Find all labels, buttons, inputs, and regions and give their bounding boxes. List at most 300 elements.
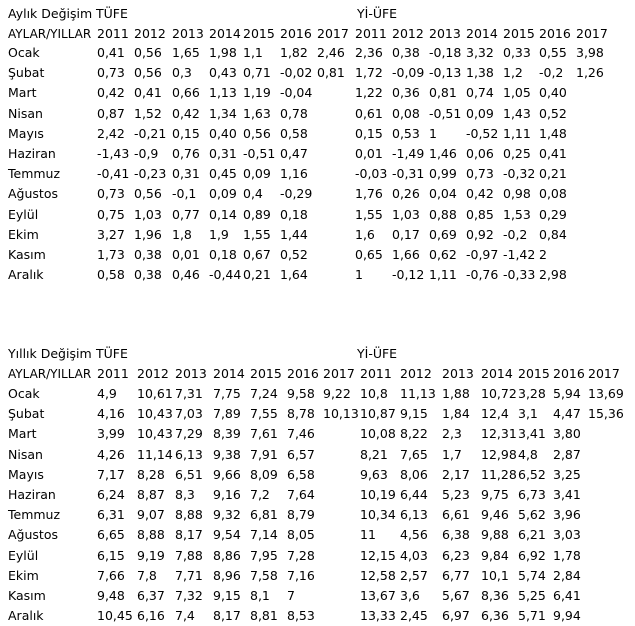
month-label: Mayıs [8, 125, 44, 141]
tufe-value-cell: -0,29 [280, 186, 313, 202]
yiufe-value-cell: 0,53 [392, 125, 420, 141]
tufe-value-cell: 1,9 [209, 226, 229, 242]
tufe-value-cell: 1,13 [209, 85, 237, 101]
yiufe-value-cell: 10,1 [481, 567, 509, 583]
tufe-value-cell: 7,28 [287, 547, 315, 563]
month-label: Şubat [8, 406, 45, 422]
tufe-value-cell: 0,73 [97, 186, 125, 202]
tufe-value-cell: 8,53 [287, 608, 315, 624]
yiufe-value-cell: 6,77 [442, 567, 470, 583]
tufe-value-cell: 0,42 [97, 85, 125, 101]
yiufe-value-cell: 1,11 [503, 125, 531, 141]
tufe-value-cell: 7,31 [175, 386, 203, 401]
yiufe-value-cell: 3,32 [466, 45, 494, 60]
tufe-value-cell: 0,71 [243, 65, 271, 81]
tufe-value-cell: 8,17 [213, 608, 241, 624]
tufe-value-cell: 0,09 [243, 166, 271, 182]
yiufe-value-cell: 0,85 [466, 206, 494, 222]
month-label: Aralık [8, 608, 44, 624]
yiufe-value-cell: 1,48 [539, 125, 567, 141]
tufe-value-cell: 10,61 [137, 386, 173, 401]
yiufe-year-header: 2017 [576, 26, 608, 41]
yiufe-value-cell: 13,69 [588, 386, 624, 401]
tufe-value-cell: 9,66 [213, 466, 241, 482]
yiufe-value-cell: 0,88 [429, 206, 457, 222]
yiufe-year-header: 2012 [392, 26, 424, 41]
yiufe-value-cell: 11 [360, 527, 376, 543]
month-label: Mayıs [8, 466, 44, 482]
tufe-value-cell: 6,81 [250, 507, 278, 523]
tufe-value-cell: 7,61 [250, 426, 278, 442]
tufe-value-cell: 1,44 [280, 226, 308, 242]
yiufe-value-cell: 6,52 [518, 466, 546, 482]
yiufe-value-cell: 0,08 [392, 105, 420, 121]
table-row [0, 445, 635, 465]
tufe-value-cell: 0,38 [134, 267, 162, 283]
tufe-value-cell: 7,91 [250, 446, 278, 462]
yiufe-value-cell: 11,13 [400, 386, 436, 401]
tufe-value-cell: 0,18 [209, 247, 237, 262]
table-row [0, 144, 635, 164]
month-label: Eylül [8, 547, 39, 563]
tufe-year-header: 2014 [209, 26, 241, 41]
table-row [0, 63, 635, 83]
row-header-label: AYLAR/YILLAR [8, 367, 92, 381]
tufe-value-cell: 0,67 [243, 247, 271, 262]
month-label: Aralık [8, 267, 44, 283]
table-row [0, 43, 635, 63]
tufe-value-cell: 7,55 [250, 406, 278, 422]
month-label: Eylül [8, 206, 39, 222]
tufe-value-cell: 0,31 [172, 166, 200, 182]
tufe-value-cell: 6,13 [175, 446, 203, 462]
tufe-value-cell: 8,88 [137, 527, 165, 543]
yiufe-value-cell: 1,76 [355, 186, 383, 202]
yiufe-value-cell: 9,63 [360, 466, 388, 482]
month-label: Ağustos [8, 527, 58, 543]
tufe-value-cell: 8,28 [137, 466, 165, 482]
yiufe-value-cell: 4,03 [400, 547, 428, 563]
yiufe-value-cell: 0,36 [392, 85, 420, 101]
yiufe-value-cell: 8,21 [360, 446, 388, 462]
yiufe-value-cell: 1,05 [503, 85, 531, 101]
yiufe-value-cell: 12,58 [360, 567, 396, 583]
yiufe-value-cell: 0,01 [355, 146, 383, 161]
yiufe-value-cell: 11,28 [481, 466, 517, 482]
tufe-year-header: 2011 [97, 26, 129, 41]
tufe-value-cell: 4,9 [97, 386, 117, 401]
tufe-value-cell: 0,77 [172, 206, 200, 222]
tufe-value-cell: 9,54 [213, 527, 241, 543]
yiufe-value-cell: 1,53 [503, 206, 531, 222]
yiufe-value-cell: -0,12 [392, 267, 425, 283]
tufe-section-label: TÜFE [96, 6, 128, 21]
yiufe-value-cell: 10,8 [360, 386, 388, 401]
yiufe-value-cell: 8,22 [400, 426, 428, 442]
month-label: Ekim [8, 567, 39, 583]
tufe-value-cell: 9,07 [137, 507, 165, 523]
tufe-value-cell: -0,9 [134, 146, 159, 161]
yiufe-value-cell: 2 [539, 247, 547, 262]
tufe-value-cell: 8,88 [175, 507, 203, 523]
yiufe-value-cell: 6,97 [442, 608, 470, 624]
monthly-change-table [0, 0, 635, 290]
tufe-value-cell: 7,89 [213, 406, 241, 422]
tufe-value-cell: 9,16 [213, 487, 241, 502]
yiufe-value-cell: 6,92 [518, 547, 546, 563]
yiufe-value-cell: -0,32 [503, 166, 536, 182]
yiufe-value-cell: 10,19 [360, 487, 396, 502]
table-title: Yıllık Değişim [8, 346, 92, 361]
yiufe-value-cell: 12,15 [360, 547, 396, 563]
tufe-value-cell: 0,47 [280, 146, 308, 161]
tufe-value-cell: 0,52 [280, 247, 308, 262]
yiufe-value-cell: -0,2 [539, 65, 564, 81]
table-row [0, 205, 635, 225]
yiufe-value-cell: 5,67 [442, 588, 470, 603]
yiufe-value-cell: 0,33 [503, 45, 531, 60]
tufe-value-cell: 7,16 [287, 567, 315, 583]
yiufe-value-cell: 0,98 [503, 186, 531, 202]
yiufe-value-cell: 5,25 [518, 588, 546, 603]
yiufe-value-cell: 1,26 [576, 65, 604, 81]
yiufe-value-cell: 0,26 [392, 186, 420, 202]
tufe-value-cell: 8,1 [250, 588, 270, 603]
yiufe-value-cell: 0,74 [466, 85, 494, 101]
tufe-value-cell: 8,86 [213, 547, 241, 563]
yiufe-value-cell: 1,55 [355, 206, 383, 222]
tufe-value-cell: 6,37 [137, 588, 165, 603]
yiufe-year-header: 2015 [518, 366, 550, 381]
tufe-value-cell: 0,66 [172, 85, 200, 101]
yiufe-value-cell: 0,42 [466, 186, 494, 202]
table-row [0, 384, 635, 404]
table-row [0, 465, 635, 485]
tufe-value-cell: 9,32 [213, 507, 241, 523]
tufe-value-cell: 7 [287, 588, 295, 603]
tufe-value-cell: 7,46 [287, 426, 315, 442]
tufe-value-cell: 1,63 [243, 105, 271, 121]
yiufe-value-cell: 6,44 [400, 487, 428, 502]
yiufe-value-cell: -0,52 [466, 125, 499, 141]
yiufe-value-cell: 2,17 [442, 466, 470, 482]
tufe-value-cell: 0,56 [134, 45, 162, 60]
tufe-value-cell: 1,55 [243, 226, 271, 242]
yiufe-value-cell: 0,81 [429, 85, 457, 101]
yiufe-value-cell: -0,09 [392, 65, 425, 81]
yiufe-value-cell: 0,62 [429, 247, 457, 262]
tufe-value-cell: 0,73 [97, 65, 125, 81]
yiufe-value-cell: 1 [355, 267, 363, 283]
table-row [0, 606, 635, 626]
yiufe-value-cell: 2,36 [355, 45, 383, 60]
tufe-value-cell: 0,09 [209, 186, 237, 202]
tufe-value-cell: 9,19 [137, 547, 165, 563]
yiufe-value-cell: 5,74 [518, 567, 546, 583]
yiufe-value-cell: 1,88 [442, 386, 470, 401]
yiufe-value-cell: 4,56 [400, 527, 428, 543]
tufe-value-cell: 0,76 [172, 146, 200, 161]
yiufe-year-header: 2014 [466, 26, 498, 41]
table-title-row [0, 4, 635, 24]
yiufe-value-cell: 3,41 [518, 426, 546, 442]
tufe-value-cell: 0,40 [209, 125, 237, 141]
yiufe-value-cell: 0,99 [429, 166, 457, 182]
yiufe-value-cell: 15,36 [588, 406, 624, 422]
yiufe-value-cell: -0,97 [466, 247, 499, 262]
yiufe-value-cell: 3,96 [553, 507, 581, 523]
row-header-label: AYLAR/YILLAR [8, 27, 92, 41]
tufe-value-cell: 1,34 [209, 105, 237, 121]
yiufe-value-cell: 6,23 [442, 547, 470, 563]
tufe-value-cell: 8,79 [287, 507, 315, 523]
tufe-value-cell: 0,87 [97, 105, 125, 121]
yiufe-value-cell: 1,11 [429, 267, 457, 283]
table-row [0, 83, 635, 103]
yiufe-value-cell: -0,76 [466, 267, 499, 283]
tufe-value-cell: -0,23 [134, 166, 167, 182]
yiufe-value-cell: 0,15 [355, 125, 383, 141]
yiufe-value-cell: 5,62 [518, 507, 546, 523]
yiufe-value-cell: 10,34 [360, 507, 396, 523]
tufe-year-header: 2016 [280, 26, 312, 41]
yiufe-value-cell: 6,13 [400, 507, 428, 523]
tufe-value-cell: 1,82 [280, 45, 308, 60]
tufe-value-cell: 6,31 [97, 507, 125, 523]
tufe-value-cell: 7,71 [175, 567, 203, 583]
yiufe-value-cell: -1,49 [392, 146, 425, 161]
table-row [0, 124, 635, 144]
tufe-value-cell: 8,3 [175, 487, 195, 502]
tufe-year-header: 2017 [323, 366, 355, 381]
yiufe-value-cell: -0,13 [429, 65, 462, 81]
tufe-value-cell: 0,78 [280, 105, 308, 121]
yiufe-value-cell: 0,04 [429, 186, 457, 202]
table-row [0, 424, 635, 444]
yiufe-value-cell: 2,3 [442, 426, 462, 442]
tufe-year-header: 2013 [175, 366, 207, 381]
tufe-value-cell: -0,41 [97, 166, 130, 182]
tufe-value-cell: 7,32 [175, 588, 203, 603]
yiufe-value-cell: 9,75 [481, 487, 509, 502]
yiufe-value-cell: 7,65 [400, 446, 428, 462]
yiufe-value-cell: 9,94 [553, 608, 581, 624]
yiufe-value-cell: -0,33 [503, 267, 536, 283]
yiufe-value-cell: 1,6 [355, 226, 375, 242]
tufe-value-cell: 0,56 [134, 186, 162, 202]
table-row [0, 525, 635, 545]
yiufe-value-cell: -0,18 [429, 45, 462, 60]
yiufe-year-header: 2011 [355, 26, 387, 41]
month-label: Kasım [8, 247, 46, 262]
yiufe-value-cell: 9,84 [481, 547, 509, 563]
tufe-value-cell: 6,16 [137, 608, 165, 624]
yiufe-value-cell: 6,41 [553, 588, 581, 603]
table-title: Aylık Değişim [8, 6, 93, 21]
yiufe-value-cell: 0,21 [539, 166, 567, 182]
yiufe-value-cell: 10,72 [481, 386, 517, 401]
yiufe-value-cell: 10,87 [360, 406, 396, 422]
month-label: Ocak [8, 386, 40, 401]
tufe-value-cell: 1,03 [134, 206, 162, 222]
yiufe-value-cell: 10,08 [360, 426, 396, 442]
table-row [0, 485, 635, 505]
yiufe-value-cell: -0,03 [355, 166, 388, 182]
yiufe-value-cell: 0,17 [392, 226, 420, 242]
yiufe-value-cell: 6,61 [442, 507, 470, 523]
tufe-value-cell: 8,05 [287, 527, 315, 543]
yiufe-value-cell: -1,42 [503, 247, 536, 262]
tufe-value-cell: 0,56 [243, 125, 271, 141]
column-header-row [0, 364, 635, 384]
tufe-value-cell: 0,58 [97, 267, 125, 283]
tufe-value-cell: -0,21 [134, 125, 167, 141]
yiufe-value-cell: 13,33 [360, 608, 396, 624]
tufe-value-cell: 10,45 [97, 608, 133, 624]
tufe-value-cell: -0,1 [172, 186, 197, 202]
yiufe-year-header: 2015 [503, 26, 535, 41]
yiufe-value-cell: 9,46 [481, 507, 509, 523]
tufe-value-cell: 1,52 [134, 105, 162, 121]
yiufe-year-header: 2013 [442, 366, 474, 381]
yiufe-value-cell: 5,23 [442, 487, 470, 502]
table-row [0, 586, 635, 606]
yiufe-value-cell: 2,57 [400, 567, 428, 583]
yiufe-value-cell: 0,84 [539, 226, 567, 242]
yiufe-value-cell: 0,55 [539, 45, 567, 60]
tufe-value-cell: 7,03 [175, 406, 203, 422]
tufe-value-cell: 0,01 [172, 247, 200, 262]
tufe-value-cell: 9,58 [287, 386, 315, 401]
tufe-value-cell: 7,17 [97, 466, 125, 482]
yiufe-year-header: 2016 [539, 26, 571, 41]
month-label: Temmuz [8, 166, 61, 182]
yiufe-value-cell: 1,84 [442, 406, 470, 422]
tufe-value-cell: 9,15 [213, 588, 241, 603]
yiufe-value-cell: 0,52 [539, 105, 567, 121]
tufe-value-cell: 0,14 [209, 206, 237, 222]
tufe-value-cell: 0,4 [243, 186, 263, 202]
yiufe-value-cell: 2,98 [539, 267, 567, 283]
tufe-value-cell: 9,38 [213, 446, 241, 462]
tufe-value-cell: 0,56 [134, 65, 162, 81]
yiufe-value-cell: 6,38 [442, 527, 470, 543]
annual-change-table [0, 340, 635, 626]
tufe-value-cell: 6,58 [287, 466, 315, 482]
tufe-value-cell: 0,18 [280, 206, 308, 222]
table-row [0, 104, 635, 124]
month-label: Mart [8, 426, 37, 442]
table-row [0, 225, 635, 245]
tufe-value-cell: 0,38 [134, 247, 162, 262]
yiufe-value-cell: 3,25 [553, 466, 581, 482]
yiufe-value-cell: 0,09 [466, 105, 494, 121]
yiufe-value-cell: 0,61 [355, 105, 383, 121]
table-row [0, 265, 635, 285]
tufe-value-cell: 0,3 [172, 65, 192, 81]
tufe-value-cell: 10,43 [137, 406, 173, 422]
yiufe-value-cell: 3,6 [400, 588, 420, 603]
month-label: Kasım [8, 588, 46, 603]
yiufe-value-cell: 0,38 [392, 45, 420, 60]
yiufe-year-header: 2012 [400, 366, 432, 381]
yiufe-value-cell: 8,36 [481, 588, 509, 603]
tufe-value-cell: 7,66 [97, 567, 125, 583]
tufe-value-cell: 4,26 [97, 446, 125, 462]
tufe-value-cell: 7,95 [250, 547, 278, 563]
tufe-value-cell: 6,51 [175, 466, 203, 482]
yiufe-value-cell: 2,84 [553, 567, 581, 583]
yiufe-value-cell: 6,36 [481, 608, 509, 624]
yiufe-value-cell: 1,72 [355, 65, 383, 81]
tufe-year-header: 2012 [134, 26, 166, 41]
yiufe-value-cell: 4,47 [553, 406, 581, 422]
yiufe-value-cell: -0,51 [429, 105, 462, 121]
tufe-value-cell: 0,45 [209, 166, 237, 182]
tufe-value-cell: 6,15 [97, 547, 125, 563]
table-row [0, 184, 635, 204]
yiufe-value-cell: 12,4 [481, 406, 509, 422]
tufe-year-header: 2015 [243, 26, 275, 41]
tufe-value-cell: 9,22 [323, 386, 351, 401]
tufe-value-cell: 0,58 [280, 125, 308, 141]
tufe-value-cell: 0,46 [172, 267, 200, 283]
yiufe-value-cell: 5,94 [553, 386, 581, 401]
yiufe-value-cell: 6,21 [518, 527, 546, 543]
table-title-row [0, 344, 635, 364]
tufe-year-header: 2011 [97, 366, 129, 381]
tufe-value-cell: 10,13 [323, 406, 359, 422]
yiufe-value-cell: 0,29 [539, 206, 567, 222]
yiufe-value-cell: 3,98 [576, 45, 604, 60]
yiufe-value-cell: 2,87 [553, 446, 581, 462]
tufe-value-cell: 9,48 [97, 588, 125, 603]
tufe-year-header: 2015 [250, 366, 282, 381]
yiufe-value-cell: 1 [429, 125, 437, 141]
tufe-year-header: 2013 [172, 26, 204, 41]
yiufe-value-cell: 3,28 [518, 386, 546, 401]
tufe-value-cell: 4,16 [97, 406, 125, 422]
tufe-value-cell: 0,31 [209, 146, 237, 161]
yiufe-section-label: Yİ-ÜFE [357, 346, 398, 361]
tufe-year-header: 2014 [213, 366, 245, 381]
tufe-value-cell: 7,64 [287, 487, 315, 502]
yiufe-value-cell: 1,03 [392, 206, 420, 222]
month-label: Haziran [8, 146, 56, 161]
yiufe-value-cell: 0,40 [539, 85, 567, 101]
yiufe-value-cell: 1,22 [355, 85, 383, 101]
yiufe-value-cell: 0,92 [466, 226, 494, 242]
yiufe-value-cell: 12,98 [481, 446, 517, 462]
yiufe-value-cell: 4,8 [518, 446, 538, 462]
yiufe-year-header: 2017 [588, 366, 620, 381]
table-row [0, 505, 635, 525]
tufe-value-cell: 0,41 [97, 45, 125, 60]
yiufe-year-header: 2013 [429, 26, 461, 41]
tufe-value-cell: 8,39 [213, 426, 241, 442]
tufe-value-cell: 1,96 [134, 226, 162, 242]
tufe-value-cell: 1,65 [172, 45, 200, 60]
tufe-value-cell: 7,29 [175, 426, 203, 442]
tufe-value-cell: -0,44 [209, 267, 242, 283]
yiufe-value-cell: 12,31 [481, 426, 517, 442]
tufe-value-cell: 6,24 [97, 487, 125, 502]
tufe-value-cell: 8,17 [175, 527, 203, 543]
yiufe-value-cell: 13,67 [360, 588, 396, 603]
yiufe-value-cell: 0,08 [539, 186, 567, 202]
tufe-value-cell: 8,78 [287, 406, 315, 422]
tufe-value-cell: 0,42 [172, 105, 200, 121]
